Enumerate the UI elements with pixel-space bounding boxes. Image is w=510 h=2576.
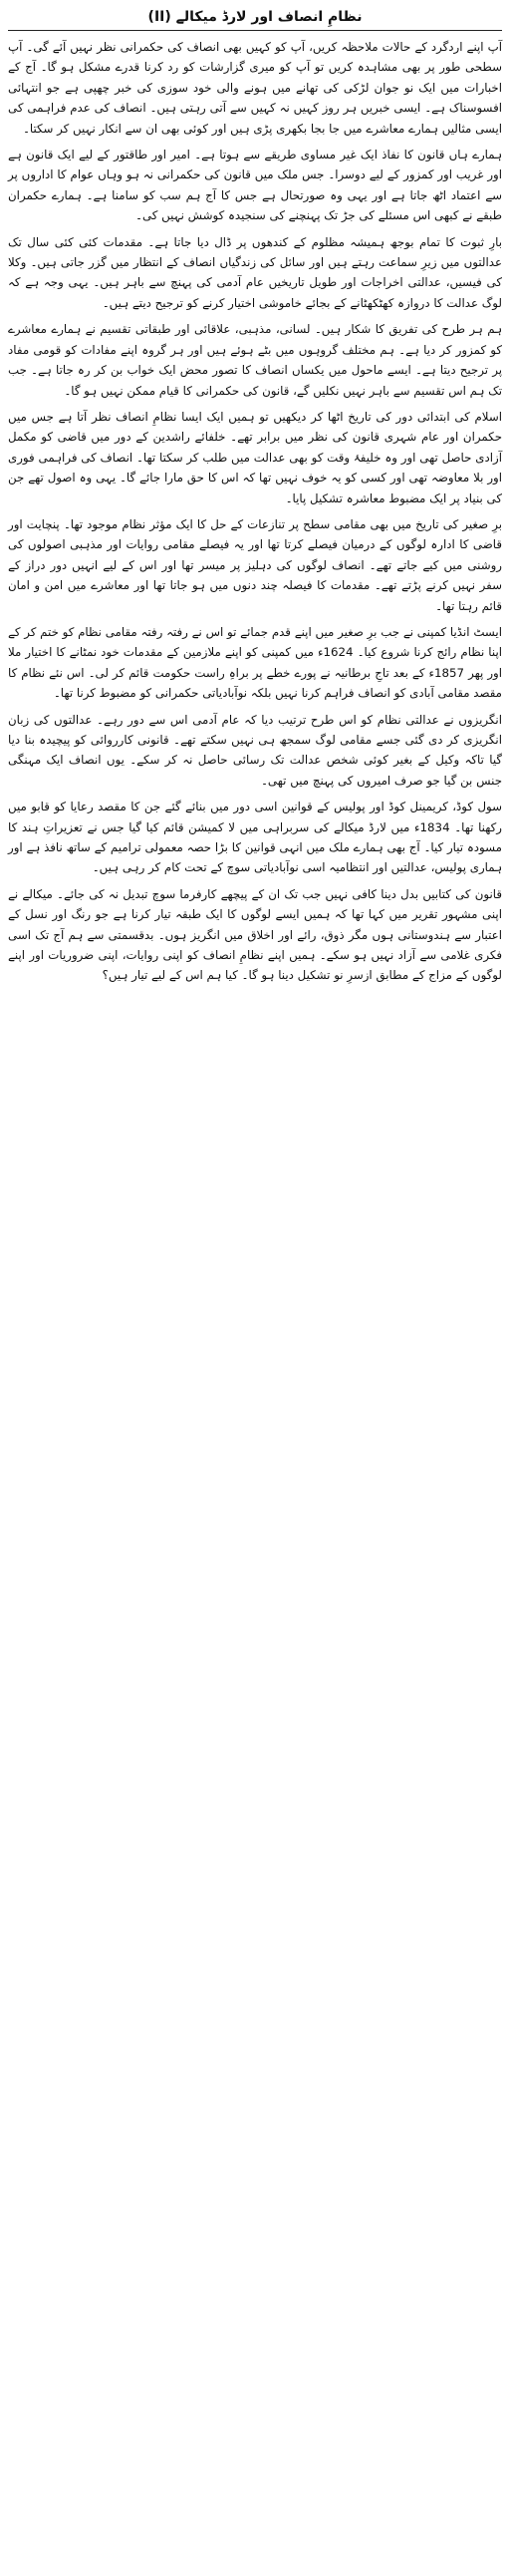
paragraph: ہم ہر طرح کی تفریق کا شکار ہیں۔ لسانی، مذہبی، علاقائی اور طبقاتی تقسیم نے ہمارے معاشرے کو کمزور کر دیا ہے۔ ہم مختلف گروہوں میں بٹے ہوئے ہیں اور ہر گروہ اپنے مفادات کو قومی مفاد پر ترجیح دیتا ہے۔ ایسے ماحول میں یکساں انصاف کا تصور محض ایک خواب بن کر رہ جاتا ہے۔ جب تک ہم اس تقسیم سے باہر نہیں نکلیں گے، قانون کی حکمرانی کا قیام ممکن نہیں ہو گا۔ [8, 322, 502, 398]
article-title: نظامِ انصاف اور لارڈ میکالے (II) [147, 9, 363, 25]
paragraph: سول کوڈ، کریمینل کوڈ اور پولیس کے قوانین اسی دور میں بنائے گئے جن کا مقصد رعایا کو قابو میں رکھنا تھا۔ 1834ء میں لارڈ میکالے کی سربراہی میں لا کمیشن قائم کیا گیا جس نے تعزیراتِ ہند کا مسودہ تیار کیا۔ آج بھی ہمارے ملک میں انہی قوانین کا بڑا حصہ معمولی ترامیم کے ساتھ نافذ ہے اور ہماری پولیس، عدالتیں اور انتظامیہ اسی نوآبادیاتی سوچ کے تحت کام کر رہی ہیں۔ [8, 800, 502, 875]
paragraph: اسلام کی ابتدائی دور کی تاریخ اٹھا کر دیکھیں تو ہمیں ایک ایسا نظامِ انصاف نظر آتا ہے جس میں حکمران اور عام شہری قانون کی نظر میں برابر تھے۔ خلفائے راشدین کے دور میں قاضی کو مکمل آزادی حاصل تھی اور وہ خلیفۂ وقت کو بھی عدالت میں طلب کر سکتا تھا۔ انصاف کی فراہمی فوری اور بلا معاوضہ تھی اور کسی کو یہ خوف نہیں تھا کہ اس کا حق مارا جائے گا۔ یہی وہ اصول تھے جن کی بنیاد پر ایک مضبوط معاشرہ تشکیل پایا۔ [8, 409, 502, 505]
paragraph: ہمارے ہاں قانون کا نفاذ ایک غیر مساوی طریقے سے ہوتا ہے۔ امیر اور طاقتور کے لیے ایک قانون ہے اور غریب اور کمزور کے لیے دوسرا۔ جس ملک میں قانون کی حکمرانی نہ ہو وہاں عوام کا اداروں پر سے اعتماد اٹھ جاتا ہے اور یہی وہ صورتحال ہے جس کا آج ہم سب کو سامنا ہے۔ ہمارے حکمران طبقے نے کبھی اس مسئلے کی جڑ تک پہنچنے کی سنجیدہ کوشش نہیں کی۔ [8, 148, 502, 223]
paragraph: بارِ ثبوت کا تمام بوجھ ہمیشہ مظلوم کے کندھوں پر ڈال دیا جاتا ہے۔ مقدمات کئی کئی سال تک عدالتوں میں زیرِ سماعت رہتے ہیں اور سائل کی زندگیاں انصاف کے انتظار میں گزر جاتی ہیں۔ وکلا کی فیسیں، عدالتی اخراجات اور طویل تاریخیں عام آدمی کی پہنچ سے باہر ہیں۔ یہی وجہ ہے کہ لوگ عدالت کا دروازہ کھٹکھٹانے کے بجائے خاموشی اختیار کرنے کو ترجیح دیتے ہیں۔ [8, 234, 502, 310]
title-divider [8, 30, 502, 31]
paragraph: برِ صغیر کی تاریخ میں بھی مقامی سطح پر تنازعات کے حل کا ایک مؤثر نظام موجود تھا۔ پنچایت اور قاضی کا ادارہ لوگوں کے درمیان فیصلے کرتا تھا اور یہ فیصلے مقامی روایات اور مذہبی اصولوں کی روشنی میں کیے جاتے تھے۔ انصاف لوگوں کی دہلیز پر میسر تھا اور اس کے لیے انہیں دور دراز کے سفر نہیں کرنے پڑتے تھے۔ مقدمات کا فیصلہ چند دنوں میں ہو جاتا تھا اور معاشرے میں امن و امان قائم رہتا تھا۔ [8, 516, 502, 613]
paragraph: قانون کی کتابیں بدل دینا کافی نہیں جب تک ان کے پیچھے کارفرما سوچ تبدیل نہ کی جائے۔ میکالے نے اپنی مشہور تقریر میں کہا تھا کہ ہمیں ایسے لوگوں کا ایک طبقہ تیار کرنا ہے جو رنگ اور نسل کے اعتبار سے ہندوستانی ہوں مگر ذوق، رائے اور اخلاق میں انگریز ہوں۔ بدقسمتی سے ہم آج تک اسی فکری غلامی سے آزاد نہیں ہو سکے۔ ہمیں اپنے نظامِ انصاف کو اپنی روایات، اپنی ضروریات اور اپنے لوگوں کے مزاج کے مطابق ازسرِ نو تشکیل دینا ہو گا۔ کیا ہم اس کے لیے تیار ہیں؟ [8, 886, 502, 983]
article-body [8, 37, 502, 986]
paragraph: آپ اپنے اردگرد کے حالات ملاحظہ کریں، آپ کو کہیں بھی انصاف کی حکمرانی نظر نہیں آئے گی۔ آپ سطحی طور پر بھی مشاہدہ کریں تو آپ کو میری گزارشات کو رد کرنا قدرے مشکل ہو گا۔ آج کے اخبارات میں ایک نو جوان لڑکی کی تھانے میں ہونے والی خود سوزی کی خبر چھپی ہے جو انتہائی افسوسناک ہے۔ ایسی خبریں ہر روز کہیں نہ کہیں سے آتی رہتی ہیں۔ انصاف کی عدم فراہمی کی ایسی مثالیں ہمارے معاشرے میں جا بجا بکھری پڑی ہیں اور کوئی بھی ان سے انکار نہیں کر سکتا۔ [8, 40, 502, 136]
paragraph: انگریزوں نے عدالتی نظام کو اس طرح ترتیب دیا کہ عام آدمی اس سے دور رہے۔ عدالتوں کی زبان انگریزی کر دی گئی جسے مقامی لوگ سمجھ ہی نہیں سکتے تھے۔ قانونی کارروائی کو پیچیدہ بنا دیا گیا تاکہ وکیل کے بغیر کوئی شخص عدالت تک رسائی حاصل نہ کر سکے۔ یوں انصاف ایک مہنگی جنس بن گیا جو صرف امیروں کی پہنچ میں تھی۔ [8, 712, 502, 788]
paragraph: ایسٹ انڈیا کمپنی نے جب برِ صغیر میں اپنے قدم جمائے تو اس نے رفتہ رفتہ مقامی نظام کو ختم کر کے اپنا نظام رائج کرنا شروع کیا۔ 1624ء میں کمپنی کو اپنے ملازمین کے مقدمات خود نمٹانے کا اختیار ملا اور پھر 1857ء کے بعد تاجِ برطانیہ نے پورے خطے پر براہِ راست حکومت قائم کر لی۔ اس نئے نظام کا مقصد مقامی آبادی کو انصاف فراہم کرنا نہیں بلکہ نوآبادیاتی حکمرانی کو مضبوط کرنا تھا۔ [8, 624, 503, 701]
